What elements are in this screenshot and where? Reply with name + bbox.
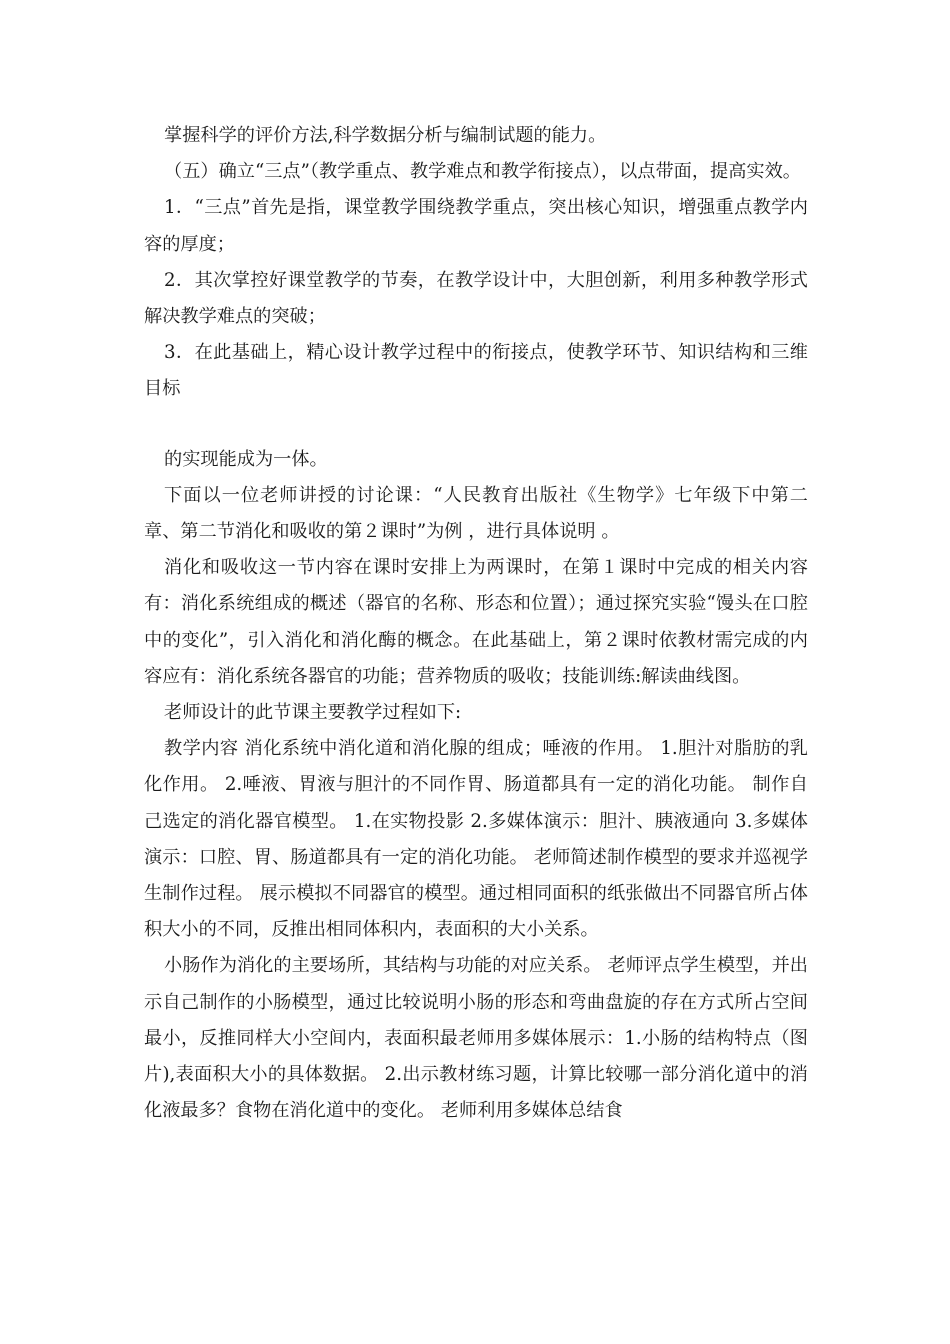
paragraph-point-3: 3．在此基础上，精心设计教学过程中的衔接点，使教学环节、知识结构和三维目标 bbox=[144, 342, 808, 400]
paragraph-lesson-arrangement: 消化和吸收这一节内容在课时安排上为两课时，在第１课时中完成的相关内容有：消化系统组成的概述（器官的名称、形态和位置）；通过探究实验“馒头在口腔中的变化”，引入消化和消化酶的概念。在此基础上，第２课时依教材需完成的内容应有：消化系统各器官的功能；营养物质的吸收；技能训练:解读曲线图。 bbox=[144, 557, 808, 687]
paragraph-example-intro: 下面以一位老师讲授的讨论课：“人民教育出版社《生物学》七年级下中第二章、第二节消化和吸收的第２课时”为例 ，进行具体说明 。 bbox=[144, 484, 808, 543]
paragraph-point-2: 2．其次掌控好课堂教学的节奏，在教学设计中，大胆创新，利用多种教学形式解决教学难点的突破； bbox=[144, 269, 808, 328]
paragraph-teaching-content: 教学内容 消化系统中消化道和消化腺的组成；唾液的作用。 1.胆汁对脂肪的乳化作用。 2.唾液、胃液与胆汁的不同作胃、肠道都具有一定的消化功能。 制作自己选定的消化器官模型。 1.在实物投影 2.多媒体演示：胆汁、胰液通向 3.多媒体演示：口腔、胃、肠道都具有一定的消化功能。 老师简述制作模型的要求并巡视学生制作过程。 展示模拟不同器官的模型。通过相同面积的纸张做出不同器官所占体积大小的不同，反推出相同体积内，表面积的大小关系。 bbox=[144, 738, 808, 941]
document-page bbox=[144, 118, 808, 1129]
paragraph-evaluation-ability: 掌握科学的评价方法,科学数据分析与编制试题的能力。 bbox=[164, 125, 607, 146]
paragraph-three-points-heading: （五）确立“三点”（教学重点、教学难点和教学衔接点），以点带面，提高实效。 bbox=[164, 161, 801, 183]
paragraph-point-1: 1．“三点”首先是指，课堂教学围绕教学重点，突出核心知识，增强重点教学内容的厚度； bbox=[144, 197, 808, 255]
paragraph-integration: 的实现能成为一体。 bbox=[164, 448, 328, 470]
paragraph-process-intro: 老师设计的此节课主要教学过程如下: bbox=[164, 702, 462, 724]
paragraph-small-intestine: 小肠作为消化的主要场所，其结构与功能的对应关系。 老师评点学生模型，并出示自己制作的小肠模型，通过比较说明小肠的形态和弯曲盘旋的存在方式所占空间最小，反推同样大小空间内，表面积最老师用多媒体展示：1.小肠的结构特点（图片),表面积大小的具体数据。 2.出示教材练习题，计算比较哪一部分消化道中的消化液最多？食物在消化道中的变化。 老师利用多媒体总结食 bbox=[144, 955, 808, 1122]
